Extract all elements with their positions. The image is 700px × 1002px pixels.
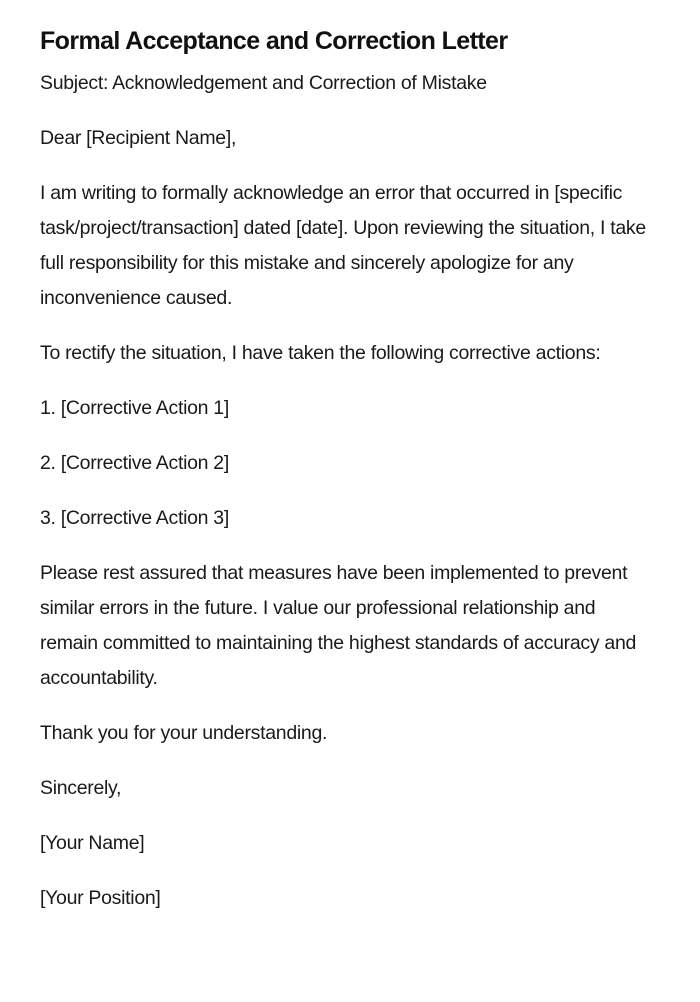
corrective-action-item-1: 1. [Corrective Action 1] bbox=[40, 397, 229, 419]
letter-sign-off: Sincerely, bbox=[40, 777, 122, 799]
letter-title: Formal Acceptance and Correction Letter bbox=[40, 27, 508, 55]
signature-position: [Your Position] bbox=[40, 887, 161, 909]
letter-body-paragraph-2: To rectify the situation, I have taken the following corrective actions: bbox=[40, 342, 601, 364]
corrective-action-item-3: 3. [Corrective Action 3] bbox=[40, 507, 229, 529]
letter-thanks: Thank you for your understanding. bbox=[40, 722, 328, 744]
letter-document bbox=[40, 24, 650, 936]
corrective-action-item-2: 2. [Corrective Action 2] bbox=[40, 452, 229, 474]
signature-name: [Your Name] bbox=[40, 832, 145, 854]
letter-subject: Subject: Acknowledgement and Correction of Mistake bbox=[40, 72, 487, 94]
letter-salutation: Dear [Recipient Name], bbox=[40, 127, 237, 149]
letter-body-paragraph-1: I am writing to formally acknowledge an error that occurred in [specific task/project/transaction] dated [date]. Upon reviewing the situation, I take full responsibility for this mistake and sincerely apologize for any inconvenience caused. bbox=[40, 182, 646, 309]
letter-closing-paragraph: Please rest assured that measures have been implemented to prevent similar errors in the future. I value our professional relationship and remain committed to maintaining the highest standards of accuracy and accountability. bbox=[40, 562, 637, 689]
